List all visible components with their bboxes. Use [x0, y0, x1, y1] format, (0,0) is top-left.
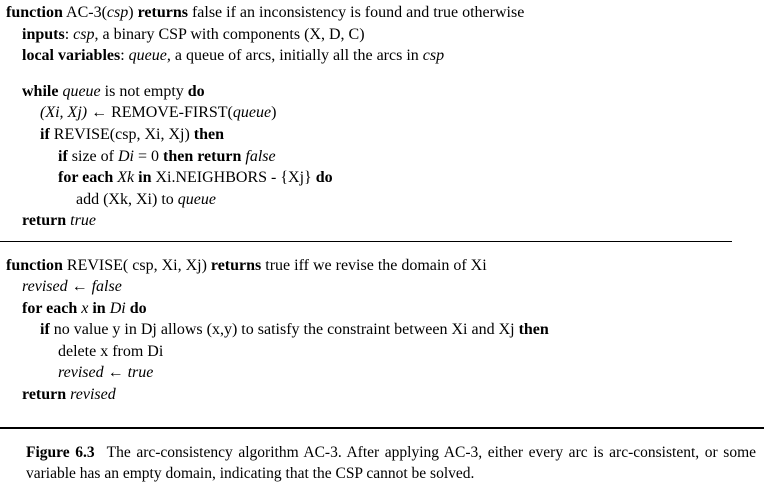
ac3-local-line: [22, 46, 444, 66]
revise-return-line: [22, 385, 116, 405]
keyword-then: then: [193, 126, 224, 143]
return-true: true: [70, 212, 96, 229]
revise-keyword-function: function: [6, 257, 63, 274]
remove-first-arg: queue: [232, 104, 272, 121]
ac3-header-line: [6, 3, 524, 23]
local-colon: :: [120, 47, 125, 64]
revise-if-line: [40, 320, 549, 340]
ac3-keyword-local-variables: local variables: [22, 47, 121, 64]
remove-close-paren: ): [271, 104, 277, 121]
keyword-in: in: [138, 169, 152, 186]
ac3-returns-text: false if an inconsistency is found and true otherwise: [191, 4, 525, 21]
revise-delete-line: [58, 342, 163, 362]
keyword-if: if: [40, 126, 50, 143]
revise-for-line: [22, 299, 147, 319]
assign-arrow: ←: [91, 104, 108, 121]
revised-init: revised ← false: [22, 278, 122, 295]
figure-caption: [26, 442, 756, 484]
ac3-name: AC-3(: [66, 4, 107, 21]
revise-init-line: [22, 277, 122, 297]
keyword-return: return: [22, 212, 67, 229]
keyword-do: do: [187, 83, 205, 100]
revise-keyword-return: return: [22, 386, 67, 403]
revise-keyword-then: then: [518, 321, 549, 338]
revise-if-text: no value y in Dj allows (x,y) to satisfy the constraint between Xi and Xj: [53, 321, 515, 338]
while-queue: queue: [62, 83, 101, 100]
revise-set-true-line: [58, 363, 153, 383]
ac3-keyword-function: function: [6, 4, 63, 21]
revise-return-value: revised: [70, 386, 116, 403]
caption-rule: [0, 427, 764, 429]
ac3-size-check-line: [58, 147, 276, 167]
caption-text: The arc-consistency algorithm AC-3. After applying AC-3, either every arc is arc-consistent, or some variable has an empty domain, indicating that the CSP cannot be solved.: [26, 444, 757, 482]
keyword-for-each: for each: [58, 169, 114, 186]
equals-zero: = 0: [137, 148, 160, 165]
ac3-add-line: [76, 190, 216, 210]
var-xk: Xk: [117, 169, 135, 186]
ac3-arg: csp: [106, 4, 129, 21]
figure-label: Figure 6.3: [26, 444, 95, 461]
revise-call: REVISE(csp, Xi, Xj): [53, 126, 190, 143]
inputs-description: , a binary CSP with components (X, D, C): [94, 26, 365, 43]
revise-signature: REVISE( csp, Xi, Xj): [66, 257, 207, 274]
keyword-while: while: [22, 83, 59, 100]
delete-text: delete x from Di: [58, 343, 164, 360]
inputs-csp: csp: [73, 26, 95, 43]
section-divider: [0, 241, 732, 242]
revise-header-line: [6, 256, 487, 276]
local-csp: csp: [422, 47, 445, 64]
revise-returns-text: true iff we revise the domain of Xi: [265, 257, 487, 274]
revise-x-var: x: [81, 300, 89, 317]
neighbors-expr: Xi.NEIGHBORS - {Xj}: [155, 169, 312, 186]
revise-keyword-in: in: [92, 300, 106, 317]
ac3-remove-line: [40, 103, 276, 123]
ac3-keyword-returns: returns: [137, 4, 188, 21]
arc-pair: (Xi, Xj): [40, 104, 88, 121]
inputs-colon: :: [64, 26, 70, 43]
local-description: , a queue of arcs, initially all the arcs in: [166, 47, 419, 64]
remove-first-call: REMOVE-FIRST(: [111, 104, 233, 121]
add-queue: queue: [177, 191, 216, 208]
revise-keyword-for-each: for each: [22, 300, 78, 317]
ac3-inputs-line: [22, 25, 365, 45]
ac3-while-line: [22, 82, 205, 102]
size-of-text: size of: [71, 148, 114, 165]
ac3-return-line: [22, 211, 96, 231]
while-text: is not empty: [104, 83, 184, 100]
local-queue: queue: [128, 47, 167, 64]
ac3-close-paren: ): [128, 4, 134, 21]
revised-set-true: revised ← true: [58, 364, 154, 381]
domain-di: Di: [117, 148, 134, 165]
add-text: add (Xk, Xi) to: [76, 191, 174, 208]
keyword-do-inner: do: [315, 169, 333, 186]
revise-keyword-do: do: [129, 300, 147, 317]
false-value: false: [245, 148, 276, 165]
ac3-keyword-inputs: inputs: [22, 26, 65, 43]
revise-domain-di: Di: [109, 300, 126, 317]
ac3-for-each-line: [58, 168, 333, 188]
revise-keyword-returns: returns: [210, 257, 262, 274]
keyword-then-return: then return: [163, 148, 242, 165]
ac3-if-revise-line: [40, 125, 224, 145]
revise-keyword-if: if: [40, 321, 50, 338]
keyword-if-inner: if: [58, 148, 68, 165]
